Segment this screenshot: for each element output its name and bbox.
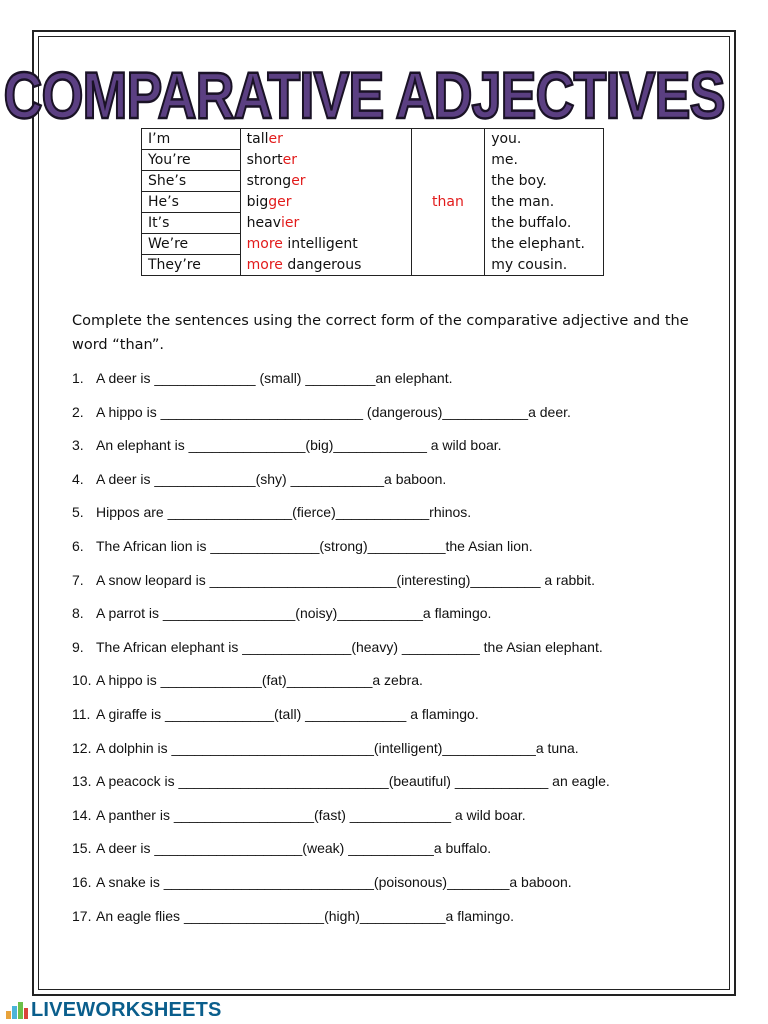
adjective-stem: heav: [246, 215, 281, 231]
exercise-number: 7.: [72, 572, 84, 588]
exercise-sentence[interactable]: A peacock is ___________________________(beautiful) ____________ an eagle.: [96, 773, 610, 789]
exercise-number: 6.: [72, 538, 84, 554]
exercise-sentence[interactable]: A parrot is _________________(noisy)___________a flamingo.: [96, 605, 492, 621]
exercise-sentence[interactable]: A snow leopard is ________________________(interesting)_________ a rabbit.: [96, 572, 595, 588]
exercise-number: 2.: [72, 404, 84, 420]
exercise-item: [72, 368, 712, 388]
exercise-item: [72, 435, 712, 455]
adjective-cell: [240, 255, 411, 276]
adjective-prefix: more: [246, 236, 283, 252]
adjective-stem: strong: [246, 173, 292, 189]
exercise-sentence[interactable]: A deer is ___________________(weak) ___________a buffalo.: [96, 840, 492, 856]
adjective-cell: [240, 213, 411, 234]
exercise-item: [72, 469, 712, 489]
liveworksheets-logo-icon: [4, 999, 30, 1021]
exercise-number: 13.: [72, 773, 92, 789]
grammar-row: [142, 171, 604, 192]
brand-name: LIVEWORKSHEETS: [31, 998, 222, 1021]
adjective-ending: ger: [268, 194, 292, 210]
instructions-text: Complete the sentences using the correct form of the comparative adjective and the word “than”.: [72, 313, 689, 353]
adjective-cell: [240, 171, 411, 192]
exercise-number: 8.: [72, 605, 84, 621]
subject-cell: She’s: [142, 171, 241, 192]
exercise-item: [72, 738, 712, 758]
exercise-sentence[interactable]: A panther is __________________(fast) _____________ a wild boar.: [96, 807, 526, 823]
exercise-sentence[interactable]: Hippos are ________________(fierce)____________rhinos.: [96, 504, 472, 520]
exercise-sentence[interactable]: The African lion is ______________(strong)__________the Asian lion.: [96, 538, 533, 554]
exercise-number: 9.: [72, 639, 84, 655]
exercise-item: [72, 603, 712, 623]
object-cell: the elephant.: [485, 234, 604, 255]
object-cell: my cousin.: [485, 255, 604, 276]
exercise-item: [72, 805, 712, 825]
subject-cell: It’s: [142, 213, 241, 234]
exercise-number: 15.: [72, 840, 92, 856]
grammar-row: [142, 234, 604, 255]
exercise-sentence[interactable]: A deer is _____________ (small) _________an elephant.: [96, 370, 453, 386]
exercise-sentence[interactable]: An eagle flies __________________(high)___________a flamingo.: [96, 908, 515, 924]
adjective-stem: big: [246, 194, 269, 210]
subject-cell: We’re: [142, 234, 241, 255]
subject-cell: I’m: [142, 129, 241, 150]
exercise-item: [72, 872, 712, 892]
exercise-sentence[interactable]: A deer is _____________(shy) ____________a baboon.: [96, 471, 447, 487]
exercise-sentence[interactable]: A dolphin is __________________________(intelligent)____________a tuna.: [96, 740, 579, 756]
grammar-table: [141, 128, 604, 276]
exercise-item: [72, 570, 712, 590]
exercise-item: [72, 637, 712, 657]
exercise-item: [72, 670, 712, 690]
exercise-number: 14.: [72, 807, 92, 823]
adjective-ending: ier: [280, 215, 300, 231]
adjective-cell: [240, 150, 411, 171]
worksheet-title: COMPARATIVE ADJECTIVES: [3, 59, 725, 133]
exercise-number: 5.: [72, 504, 84, 520]
object-cell: the man.: [485, 192, 604, 213]
subject-cell: He’s: [142, 192, 241, 213]
object-cell: you.: [485, 129, 604, 150]
grammar-row: [142, 150, 604, 171]
adjective-ending: er: [291, 173, 306, 189]
exercise-number: 11.: [72, 706, 91, 722]
exercise-number: 12.: [72, 740, 92, 756]
grammar-row: [142, 129, 604, 150]
grammar-row: [142, 213, 604, 234]
object-cell: me.: [485, 150, 604, 171]
exercise-sentence[interactable]: A hippo is __________________________ (dangerous)___________a deer.: [96, 404, 571, 420]
exercise-number: 4.: [72, 471, 84, 487]
exercise-sentence[interactable]: An elephant is _______________(big)____________ a wild boar.: [96, 437, 502, 453]
exercise-number: 16.: [72, 874, 92, 890]
subject-cell: They’re: [142, 255, 241, 276]
exercise-sentence[interactable]: The African elephant is ______________(heavy) __________ the Asian elephant.: [96, 639, 603, 655]
exercise-item: [72, 838, 712, 858]
exercise-item: [72, 906, 712, 926]
exercise-item: [72, 704, 712, 724]
exercise-item: [72, 536, 712, 556]
adjective-rest: intelligent: [282, 236, 358, 252]
adjective-rest: dangerous: [282, 256, 362, 273]
footer-logo[interactable]: [4, 998, 222, 1022]
exercise-sentence[interactable]: A hippo is _____________(fat)___________a zebra.: [96, 672, 423, 688]
exercise-item: [72, 402, 712, 422]
adjective-stem: short: [246, 152, 283, 168]
grammar-row: [142, 255, 604, 276]
adjective-cell: [240, 234, 411, 255]
exercise-number: 3.: [72, 437, 84, 453]
exercise-sentence[interactable]: A snake is ___________________________(poisonous)________a baboon.: [96, 874, 572, 890]
exercise-number: 1.: [72, 370, 84, 386]
exercise-number: 10.: [72, 672, 92, 688]
adjective-prefix: more: [246, 256, 283, 273]
adjective-ending: er: [268, 131, 283, 148]
adjective-ending: er: [282, 152, 297, 168]
object-cell: the buffalo.: [485, 213, 604, 234]
exercise-item: [72, 771, 712, 791]
adjective-cell: [240, 129, 411, 150]
exercise-item: [72, 502, 712, 522]
exercise-sentence[interactable]: A giraffe is ______________(tall) _____________ a flamingo.: [96, 706, 479, 722]
adjective-cell: [240, 192, 411, 213]
exercise-number: 17.: [72, 908, 92, 924]
adjective-stem: tall: [246, 131, 269, 148]
than-cell: than: [411, 129, 484, 276]
grammar-row: [142, 192, 604, 213]
object-cell: the boy.: [485, 171, 604, 192]
subject-cell: You’re: [142, 150, 241, 171]
